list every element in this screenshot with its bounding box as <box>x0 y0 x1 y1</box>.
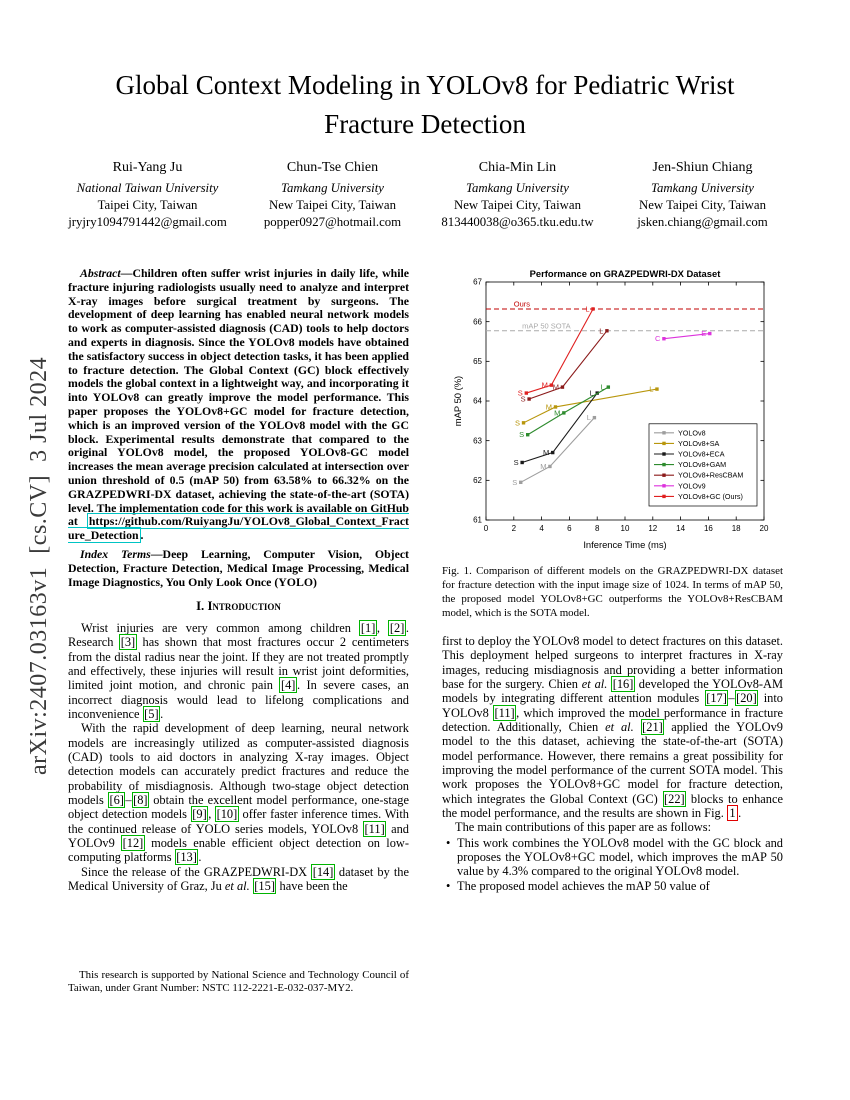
svg-text:M: M <box>542 448 549 458</box>
svg-text:12: 12 <box>647 524 657 533</box>
svg-text:S: S <box>511 477 517 487</box>
svg-text:61: 61 <box>472 515 482 525</box>
author-name: Chun-Tse Chien <box>286 160 379 175</box>
svg-text:64: 64 <box>472 396 482 406</box>
author-affil: Tamkang University <box>466 181 569 195</box>
svg-text:18: 18 <box>731 524 741 533</box>
svg-text:62: 62 <box>472 476 482 486</box>
citation-link[interactable]: [13] <box>176 850 197 865</box>
svg-text:M: M <box>553 408 560 418</box>
author-affil: National Taiwan University <box>76 181 219 195</box>
contribution-item: • The proposed model achieves the mAP 50 value of <box>442 879 783 893</box>
citation-link[interactable]: [8] <box>133 793 148 808</box>
github-url-link[interactable]: https://github.com/RuiyangJu/YOLOv8_Global_Context_Fracture_Detection <box>68 514 409 543</box>
svg-text:S: S <box>513 457 519 467</box>
svg-text:M: M <box>541 380 548 390</box>
citation-link[interactable]: [11] <box>494 705 515 720</box>
author-city: New Taipei City, Taiwan <box>454 197 581 212</box>
figure-ref-link[interactable]: 1 <box>727 805 738 821</box>
author-name: Chia-Min Lin <box>478 160 557 175</box>
author-email: jryjry1094791442@gmail.com <box>68 214 227 229</box>
right-column <box>442 267 783 893</box>
citation-link[interactable]: [16] <box>612 677 634 692</box>
svg-text:8: 8 <box>594 524 599 533</box>
body-paragraph-2: The main contributions of this paper are as follows: <box>455 820 712 835</box>
svg-text:mAP 50 (%): mAP 50 (%) <box>451 375 463 427</box>
author-affil: Tamkang University <box>281 181 384 195</box>
citation-link[interactable]: [3] <box>120 635 136 650</box>
arxiv-watermark: arXiv:2407.03163v1 [cs.CV] 3 Jul 2024 <box>26 356 52 775</box>
svg-text:20: 20 <box>759 524 768 533</box>
citation-link[interactable]: [1] <box>360 621 376 636</box>
citation-link[interactable]: [12] <box>122 836 144 851</box>
author-email: jsken.chiang@gmail.com <box>637 214 768 229</box>
figure1-caption: Fig. 1. Comparison of different models on the GRAZPEDWRI-DX dataset for fracture detection with the input image size of 1024. In terms of mAP 50, the proposed model YOLOv8+GC outperforms the YOLOv8+ResCBAM model, which is the SOTA model. <box>442 565 783 620</box>
svg-text:S: S <box>518 430 524 440</box>
svg-text:S: S <box>517 388 523 398</box>
author-city: New Taipei City, Taiwan <box>269 197 396 212</box>
svg-text:E: E <box>700 329 706 339</box>
svg-text:YOLOv8+ECA: YOLOv8+ECA <box>677 449 725 459</box>
left-column <box>68 267 409 893</box>
svg-text:L: L <box>589 388 594 398</box>
svg-text:YOLOv8+GC (Ours): YOLOv8+GC (Ours) <box>677 491 743 501</box>
contribution-item: • This work combines the YOLOv8 model with the GC block and proposes the YOLOv8+GC model, which improves the mAP 50 value by 4.3% compared to the original YOLOv8 model. <box>442 836 783 879</box>
italic-text: et al. <box>581 677 608 692</box>
svg-text:65: 65 <box>472 357 482 367</box>
citation-link[interactable]: [6] <box>109 793 124 808</box>
italic-text: Index Terms <box>80 546 151 561</box>
citation-link[interactable]: [5] <box>144 707 159 722</box>
svg-text:6: 6 <box>566 524 572 533</box>
svg-text:16: 16 <box>703 524 713 533</box>
intro-paragraph-1: Wrist injuries are very common among children [1] , [2] . Research [3] has shown that most fractures occur 2 centimeters from the distal radius near the joint. If they are not treated promptly and effectively, these injuries will result in wrist joint deformities, limited joint motion, and chronic pain [4] . In severe cases, an incorrect diagnosis would lead to lifelong complications and inconvenience [5] . <box>68 621 409 722</box>
author <box>610 160 795 231</box>
citation-link[interactable]: [20] <box>736 691 757 706</box>
author-email: 813440038@o365.tku.edu.tw <box>441 214 594 229</box>
index-terms-paragraph: Index Terms—Deep Learning, Computer Vision, Object Detection, Fracture Detection, Medical Image Processing, Medical Image Diagnostics, You Only Look Once (YOLO) <box>68 546 409 589</box>
svg-text:Performance on GRAZPEDWRI-DX D: Performance on GRAZPEDWRI-DX Dataset <box>529 268 720 279</box>
svg-text:10: 10 <box>620 524 629 533</box>
svg-text:mAP 50 SOTA: mAP 50 SOTA <box>521 321 571 331</box>
svg-text:Ours: Ours <box>513 299 530 309</box>
author <box>240 160 425 231</box>
citation-link[interactable]: [14] <box>312 864 334 879</box>
svg-text:M: M <box>552 382 559 392</box>
funding-footnote: This research is supported by National Science and Technology Council of Taiwan, under Grant Number: NSTC 112-2221-E-032-037-MY2. <box>68 969 409 995</box>
citation-link[interactable]: [10] <box>216 807 238 822</box>
intro-paragraph-2: With the rapid development of deep learning, neural network models are increasingly utilized as computer-assisted diagnosis (CAD) tools to aid doctors in analyzing X-ray images. Object detection models can accurately predict fractures and reduce the probability of misdiagnosis. Although two-stage object detection models [6] – [8] obtain the excellent model performance, one-stage object detection models [9] , [10] offer faster inference times. With the continued release of YOLO series models, YOLOv8 [11] and YOLOv9 [12] models enable efficient object detection on low-computing platforms [13] . <box>68 721 409 865</box>
svg-text:4: 4 <box>538 524 544 533</box>
svg-text:63: 63 <box>472 436 482 446</box>
body-paragraph-1: first to deploy the YOLOv8 model to detect fractures on this dataset. This deployment helped surgeons to interpret fractures in X-ray images, reducing misdiagnosis and providing a better information base for the surgery. Chien et al. [16] developed the YOLOv8-AM models by integrating different attention modules [17] – [20] into YOLOv8 [11] , which improved the model performance in fracture detection. Additionally, Chien et al. [21] applied the YOLOv9 model to the this dataset, achieving the state-of-the-art (SOTA) model performance. However, there remains a great possibility for improving the model performance of the current SOTA model. This work proposes the YOLOv8+GC model for fracture detection, which integrates the Global Context (GC) [22] blocks to enhance the model performance, and the results are shown in Fig. 1 . <box>442 634 784 821</box>
contribution-list <box>442 836 783 893</box>
author <box>55 160 240 231</box>
author-name: Rui-Yang Ju <box>112 160 183 175</box>
italic-text: Abstract <box>80 266 121 280</box>
italic-text: et al. <box>224 879 250 893</box>
author-affil: Tamkang University <box>651 181 754 195</box>
citation-link[interactable]: [11] <box>364 821 385 836</box>
svg-text:2: 2 <box>511 524 516 533</box>
author-email: popper0927@hotmail.com <box>263 214 402 229</box>
svg-text:M: M <box>545 402 552 412</box>
author-city: New Taipei City, Taiwan <box>639 197 766 212</box>
figure1-chart <box>452 267 774 556</box>
paper-title: Global Context Modeling in YOLOv8 for Pediatric Wrist Fracture Detection <box>115 70 735 140</box>
svg-text:Inference Time (ms): Inference Time (ms) <box>582 539 667 550</box>
svg-text:S: S <box>520 394 526 404</box>
citation-link[interactable]: [15] <box>254 879 275 893</box>
citation-link[interactable]: [21] <box>642 720 663 735</box>
author-city: Taipei City, Taiwan <box>97 197 198 212</box>
svg-text:C: C <box>654 334 660 344</box>
citation-link[interactable]: [22] <box>664 791 685 806</box>
svg-text:S: S <box>514 418 520 428</box>
svg-text:L: L <box>648 384 653 394</box>
citation-link[interactable]: [9] <box>192 807 207 822</box>
figure1 <box>442 267 783 556</box>
intro-paragraph-3: Since the release of the GRAZPEDWRI-DX [14] dataset by the Medical University of Graz, Ju et al. [15] have been the <box>68 864 409 893</box>
section-heading-introduction: I. Introduction <box>196 599 281 614</box>
two-column-body <box>68 267 783 893</box>
svg-text:66: 66 <box>472 317 482 327</box>
author <box>425 160 610 231</box>
svg-text:L: L <box>586 413 591 423</box>
citation-link[interactable]: [2] <box>389 621 405 636</box>
svg-text:YOLOv9: YOLOv9 <box>677 481 706 491</box>
citation-link[interactable]: [17] <box>706 691 727 706</box>
svg-text:0: 0 <box>483 524 488 533</box>
svg-text:M: M <box>539 461 546 471</box>
svg-text:L: L <box>584 304 590 314</box>
svg-text:L: L <box>598 326 603 336</box>
svg-text:YOLOv8: YOLOv8 <box>677 428 706 438</box>
abstract-paragraph: Abstract—Children often suffer wrist injuries in daily life, while fracture injuring radiologists usually need to analyze and interpret X-ray images before surgical treatment by surgeons. The development of deep learning has enabled neural network models to work as computer-assisted diagnosis (CAD) tools to help doctors and experts in diagnosis. Since the YOLOv8 models have obtained the satisfactory success in object detection tasks, it has been applied to fracture detection. The Global Context (GC) block effectively models the global context in a lightweight way, and incorporating it into YOLOv8 can greatly improve the model performance. This paper proposes the YOLOv8+GC model for fracture detection, which is an improved version of the YOLOv8 model with the GC block. Experimental results demonstrate that compared to the original YOLOv8 model, the proposed YOLOv8-GC model increases the mean average precision calculated at intersection over union threshold of 0.5 (mAP 50) from 63.58% to 66.32% on the GRAZPEDWRI-DX dataset, achieving the state-of-the-art (SOTA) level. The implementation code for this work is available on GitHub at https://github.com/RuiyangJu/YOLOv8_Global_Context_Fracture_Detection . <box>68 266 409 543</box>
author-block <box>55 160 795 231</box>
svg-text:YOLOv8+GAM: YOLOv8+GAM <box>677 460 726 470</box>
italic-text: et al. <box>605 720 634 735</box>
svg-text:YOLOv8+SA: YOLOv8+SA <box>677 438 719 448</box>
svg-text:67: 67 <box>472 277 482 287</box>
svg-text:14: 14 <box>675 524 685 533</box>
svg-text:YOLOv8+ResCBAM: YOLOv8+ResCBAM <box>677 470 743 480</box>
svg-text:L: L <box>600 382 605 392</box>
citation-link[interactable]: [4] <box>280 678 296 693</box>
author-name: Jen-Shiun Chiang <box>652 160 753 175</box>
